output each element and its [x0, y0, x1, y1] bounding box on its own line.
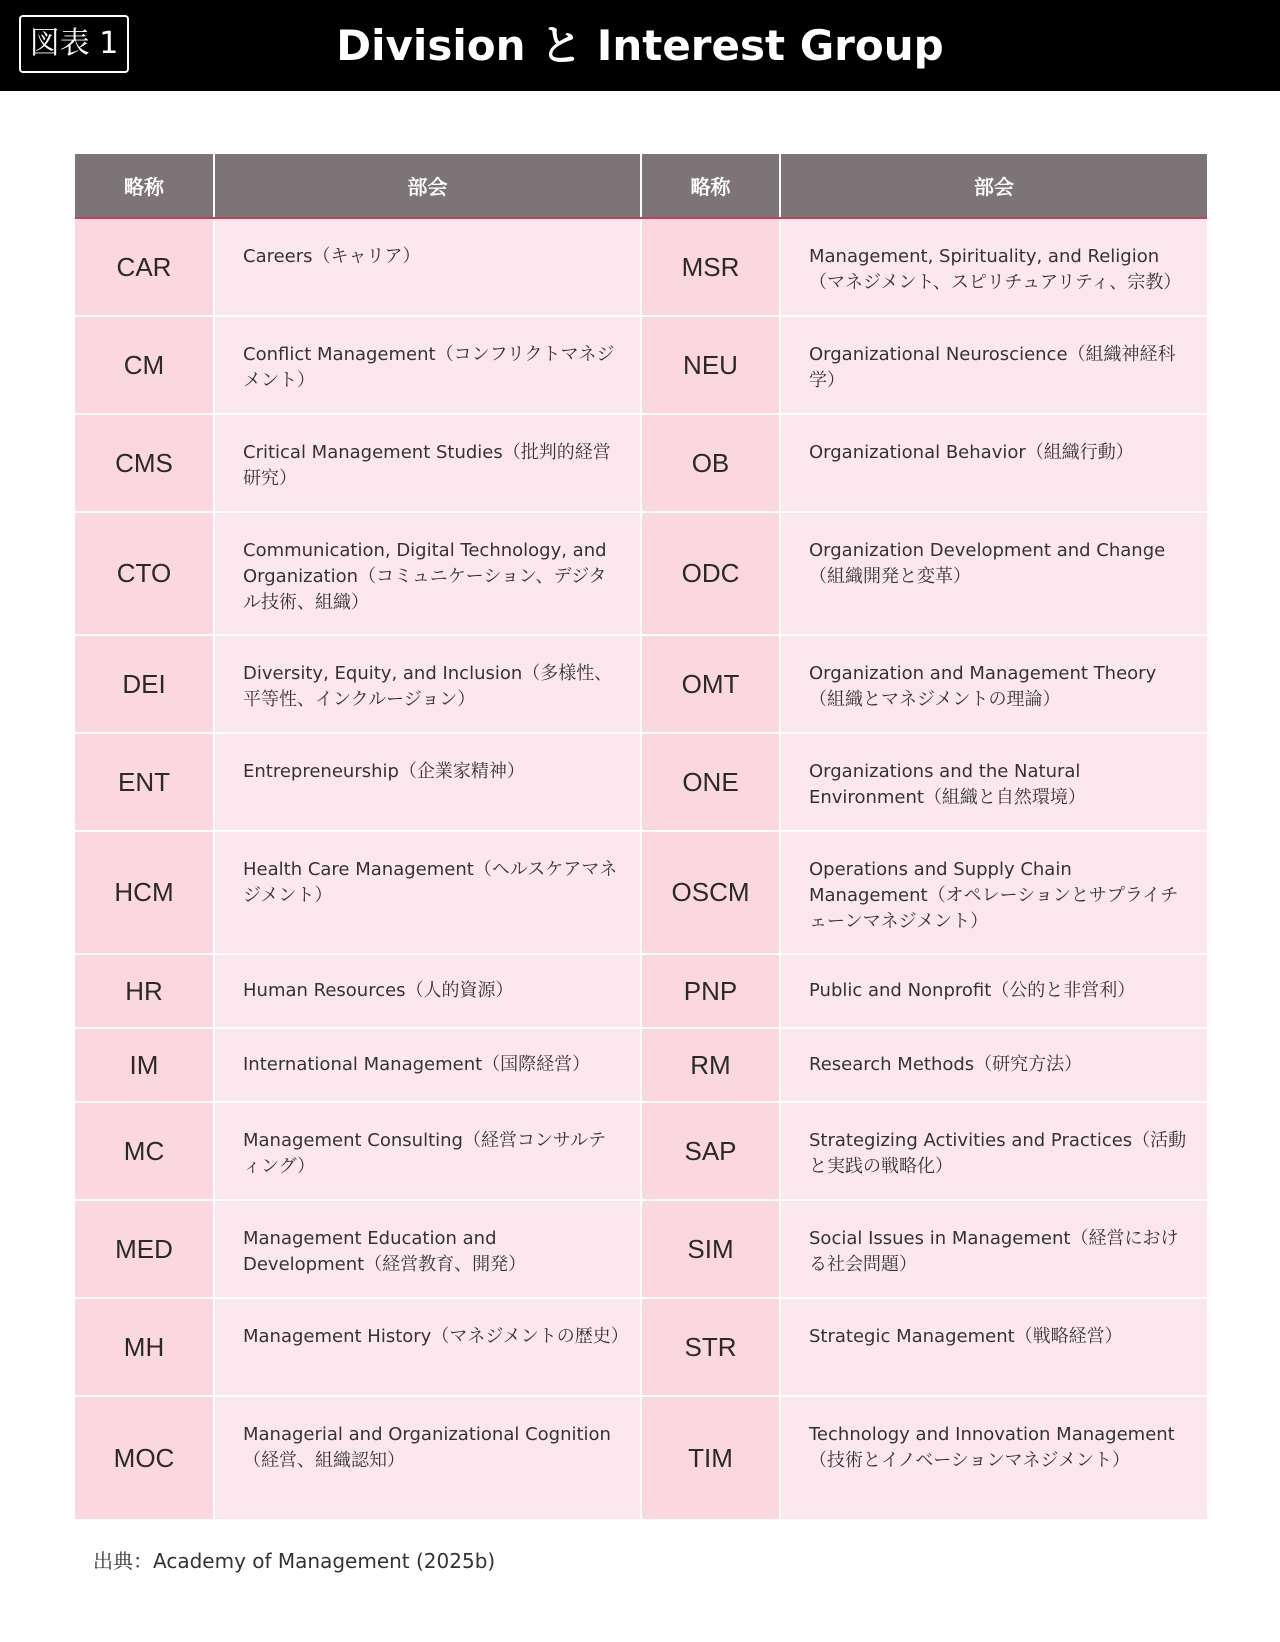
abbr-cell: MH [75, 1298, 214, 1396]
table-row [75, 1028, 1207, 1102]
abbr-cell: TIM [641, 1396, 780, 1519]
name-cell: Strategic Management（戦略経営） [780, 1298, 1207, 1396]
name-cell: Careers（キャリア） [214, 218, 641, 316]
table-row [75, 316, 1207, 414]
abbr-cell: ONE [641, 733, 780, 831]
abbr-cell: OMT [641, 635, 780, 733]
table-row [75, 1102, 1207, 1200]
abbr-cell: DEI [75, 635, 214, 733]
name-cell: Technology and Innovation Management（技術とイノベーションマネジメント） [780, 1396, 1207, 1519]
name-cell: Human Resources（人的資源） [214, 954, 641, 1028]
abbr-cell: IM [75, 1028, 214, 1102]
source-note: 出典：Academy of Management (2025b) [93, 1549, 496, 1573]
name-cell: Communication, Digital Technology, and Organization（コミュニケーション、デジタル技術、組織） [214, 512, 641, 635]
name-cell: Management Consulting（経営コンサルティング） [214, 1102, 641, 1200]
table-row [75, 1200, 1207, 1298]
name-cell: Organizational Behavior（組織行動） [780, 414, 1207, 512]
name-cell: Organization Development and Change（組織開発と変革） [780, 512, 1207, 635]
table-row [75, 414, 1207, 512]
header-bar [0, 0, 1280, 91]
abbr-cell: MSR [641, 218, 780, 316]
name-cell: Research Methods（研究方法） [780, 1028, 1207, 1102]
name-cell: Organizational Neuroscience（組織神経科学） [780, 316, 1207, 414]
table-row [75, 635, 1207, 733]
division-table [75, 154, 1207, 1519]
abbr-cell: ODC [641, 512, 780, 635]
name-cell: Organizations and the Natural Environment（組織と自然環境） [780, 733, 1207, 831]
table-header-row [75, 154, 1207, 218]
name-cell: Conflict Management（コンフリクトマネジメント） [214, 316, 641, 414]
abbr-cell: SAP [641, 1102, 780, 1200]
abbr-cell: NEU [641, 316, 780, 414]
abbr-cell: CAR [75, 218, 214, 316]
page-title: Division と Interest Group [336, 21, 944, 70]
header-abbr-left: 略称 [75, 154, 214, 218]
abbr-cell: OSCM [641, 831, 780, 954]
abbr-cell: SIM [641, 1200, 780, 1298]
table-row [75, 512, 1207, 635]
name-cell: Strategizing Activities and Practices（活動と実践の戦略化） [780, 1102, 1207, 1200]
name-cell: Management Education and Development（経営教育、開発） [214, 1200, 641, 1298]
name-cell: Public and Nonprofit（公的と非営利） [780, 954, 1207, 1028]
abbr-cell: MOC [75, 1396, 214, 1519]
table-row [75, 218, 1207, 316]
name-cell: Critical Management Studies（批判的経営研究） [214, 414, 641, 512]
table-row [75, 1298, 1207, 1396]
abbr-cell: HR [75, 954, 214, 1028]
name-cell: Managerial and Organizational Cognition（経営、組織認知） [214, 1396, 641, 1519]
figure-label: 図表 1 [19, 15, 129, 73]
table-row [75, 1396, 1207, 1519]
abbr-cell: CMS [75, 414, 214, 512]
table-row [75, 954, 1207, 1028]
name-cell: Organization and Management Theory（組織とマネジメントの理論） [780, 635, 1207, 733]
name-cell: Management History（マネジメントの歴史） [214, 1298, 641, 1396]
name-cell: Diversity, Equity, and Inclusion（多様性、平等性、インクルージョン） [214, 635, 641, 733]
header-abbr-right: 略称 [641, 154, 780, 218]
name-cell: Operations and Supply Chain Management（オペレーションとサプライチェーンマネジメント） [780, 831, 1207, 954]
name-cell: International Management（国際経営） [214, 1028, 641, 1102]
abbr-cell: MC [75, 1102, 214, 1200]
table-row [75, 733, 1207, 831]
abbr-cell: CM [75, 316, 214, 414]
abbr-cell: OB [641, 414, 780, 512]
header-name-right: 部会 [780, 154, 1207, 218]
table-row [75, 831, 1207, 954]
abbr-cell: MED [75, 1200, 214, 1298]
name-cell: Social Issues in Management（経営における社会問題） [780, 1200, 1207, 1298]
abbr-cell: RM [641, 1028, 780, 1102]
name-cell: Health Care Management（ヘルスケアマネジメント） [214, 831, 641, 954]
abbr-cell: PNP [641, 954, 780, 1028]
abbr-cell: HCM [75, 831, 214, 954]
name-cell: Management, Spirituality, and Religion（マネジメント、スピリチュアリティ、宗教） [780, 218, 1207, 316]
abbr-cell: ENT [75, 733, 214, 831]
abbr-cell: CTO [75, 512, 214, 635]
header-name-left: 部会 [214, 154, 641, 218]
abbr-cell: STR [641, 1298, 780, 1396]
name-cell: Entrepreneurship（企業家精神） [214, 733, 641, 831]
